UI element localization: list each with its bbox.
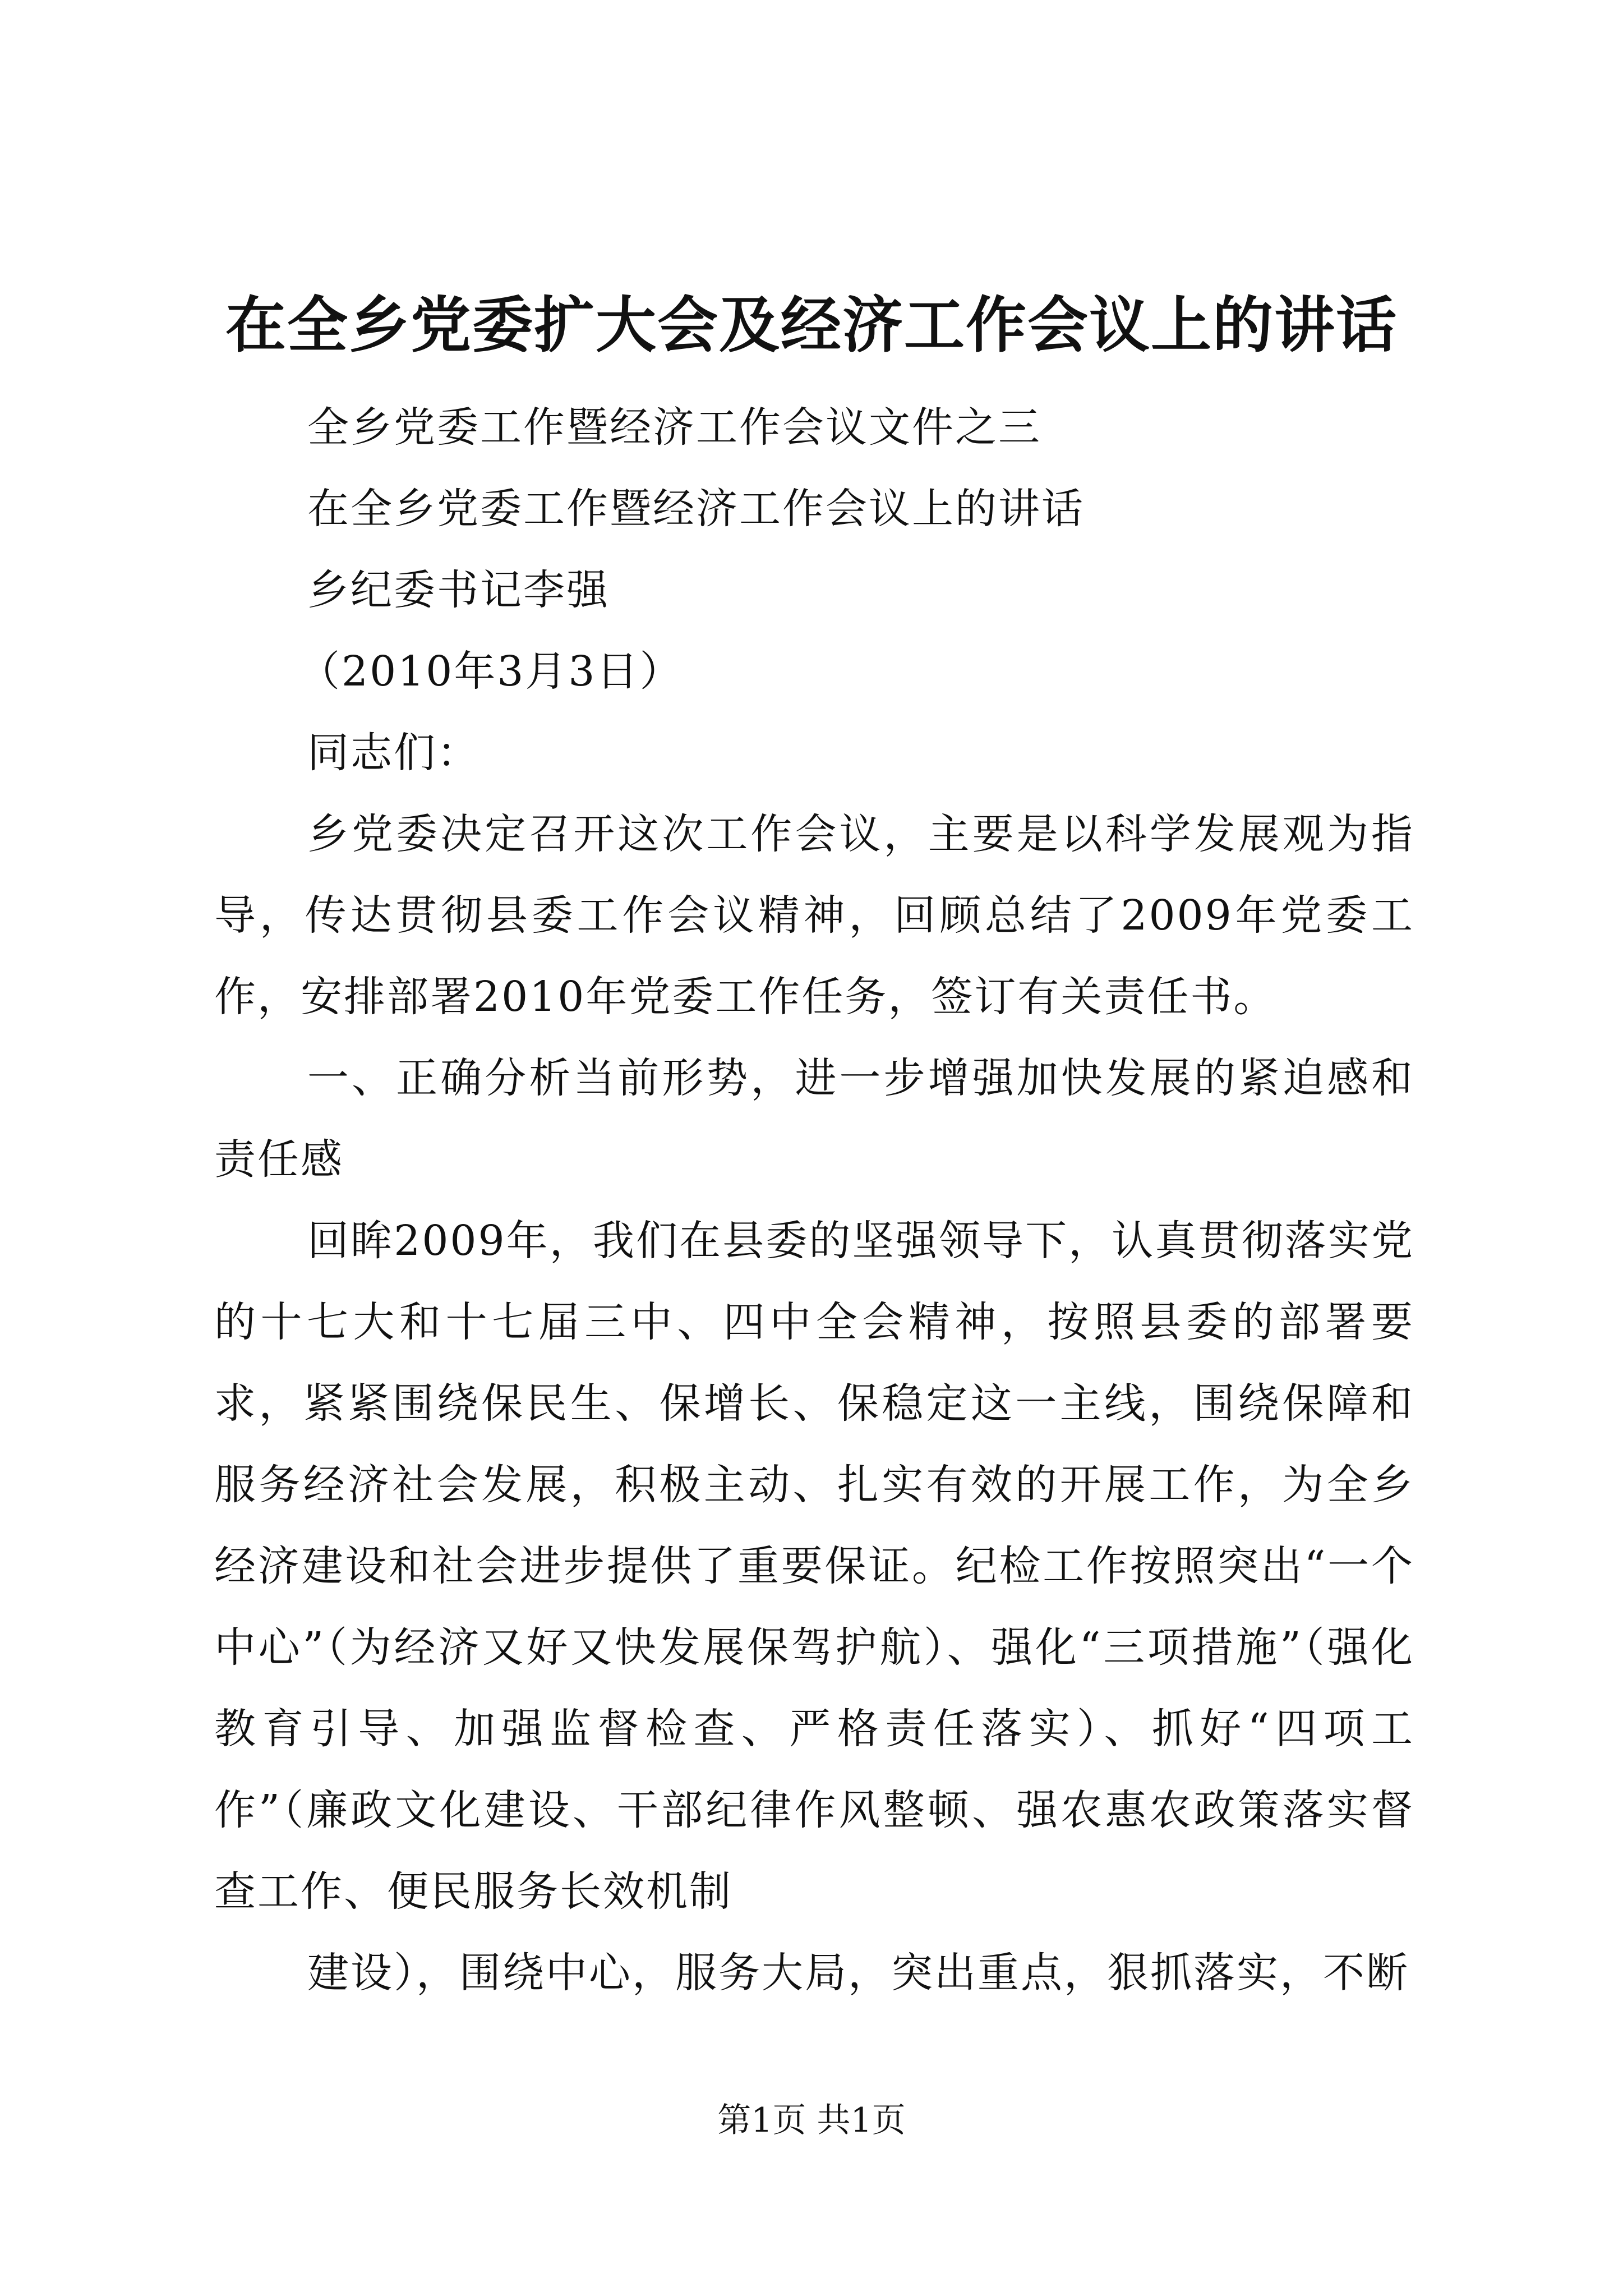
paragraph-review: 回眸2009年，我们在县委的坚强领导下，认真贯彻落实党的十七大和十七届三中、四中全会精神，按照县委的部署要求，紧紧围绕保民生、保增长、保稳定这一主线，围绕保障和服务经济社会发展，积极主动、扎实有效的开展工作，为全乡经济建设和社会进步提供了重要保证。纪检工作按照突出“一个中心”（为经济又好又快发展保驾护航）、强化“三项措施”（强化教育引导、加强监督检查、严格责任落实）、抓好“四项工作”（廉政文化建设、干部纪律作风整顿、强农惠农政策落实督查工作、便民服务长效机制 bbox=[214, 1217, 1414, 1916]
paragraph-intro: 乡党委决定召开这次工作会议，主要是以科学发展观为指导，传达贯彻县委工作会议精神，回顾总结了2009年党委工作，安排部署2010年党委工作任务，签订有关责任书。 bbox=[214, 810, 1414, 1021]
document-body bbox=[214, 387, 1414, 2014]
paragraph-speech-title: 在全乡党委工作暨经济工作会议上的讲话 bbox=[307, 485, 1085, 533]
paragraph-speaker: 乡纪委书记李强 bbox=[307, 566, 610, 614]
paragraph-date: （2010年3月3日） bbox=[298, 647, 683, 696]
page-footer: 第1页 共1页 bbox=[717, 2101, 906, 2140]
paragraph-salutation: 同志们： bbox=[307, 729, 480, 777]
paragraph-section-heading: 一、正确分析当前形势，进一步增强加快发展的紧迫感和责任感 bbox=[214, 1054, 1414, 1184]
paragraph-continuation: 建设），围绕中心，服务大局，突出重点，狠抓落实，不断 bbox=[307, 1949, 1409, 1997]
paragraph-subtitle: 全乡党委工作暨经济工作会议文件之三 bbox=[307, 403, 1041, 452]
document-title: 在全乡党委扩大会及经济工作会议上的讲话 bbox=[225, 290, 1398, 361]
